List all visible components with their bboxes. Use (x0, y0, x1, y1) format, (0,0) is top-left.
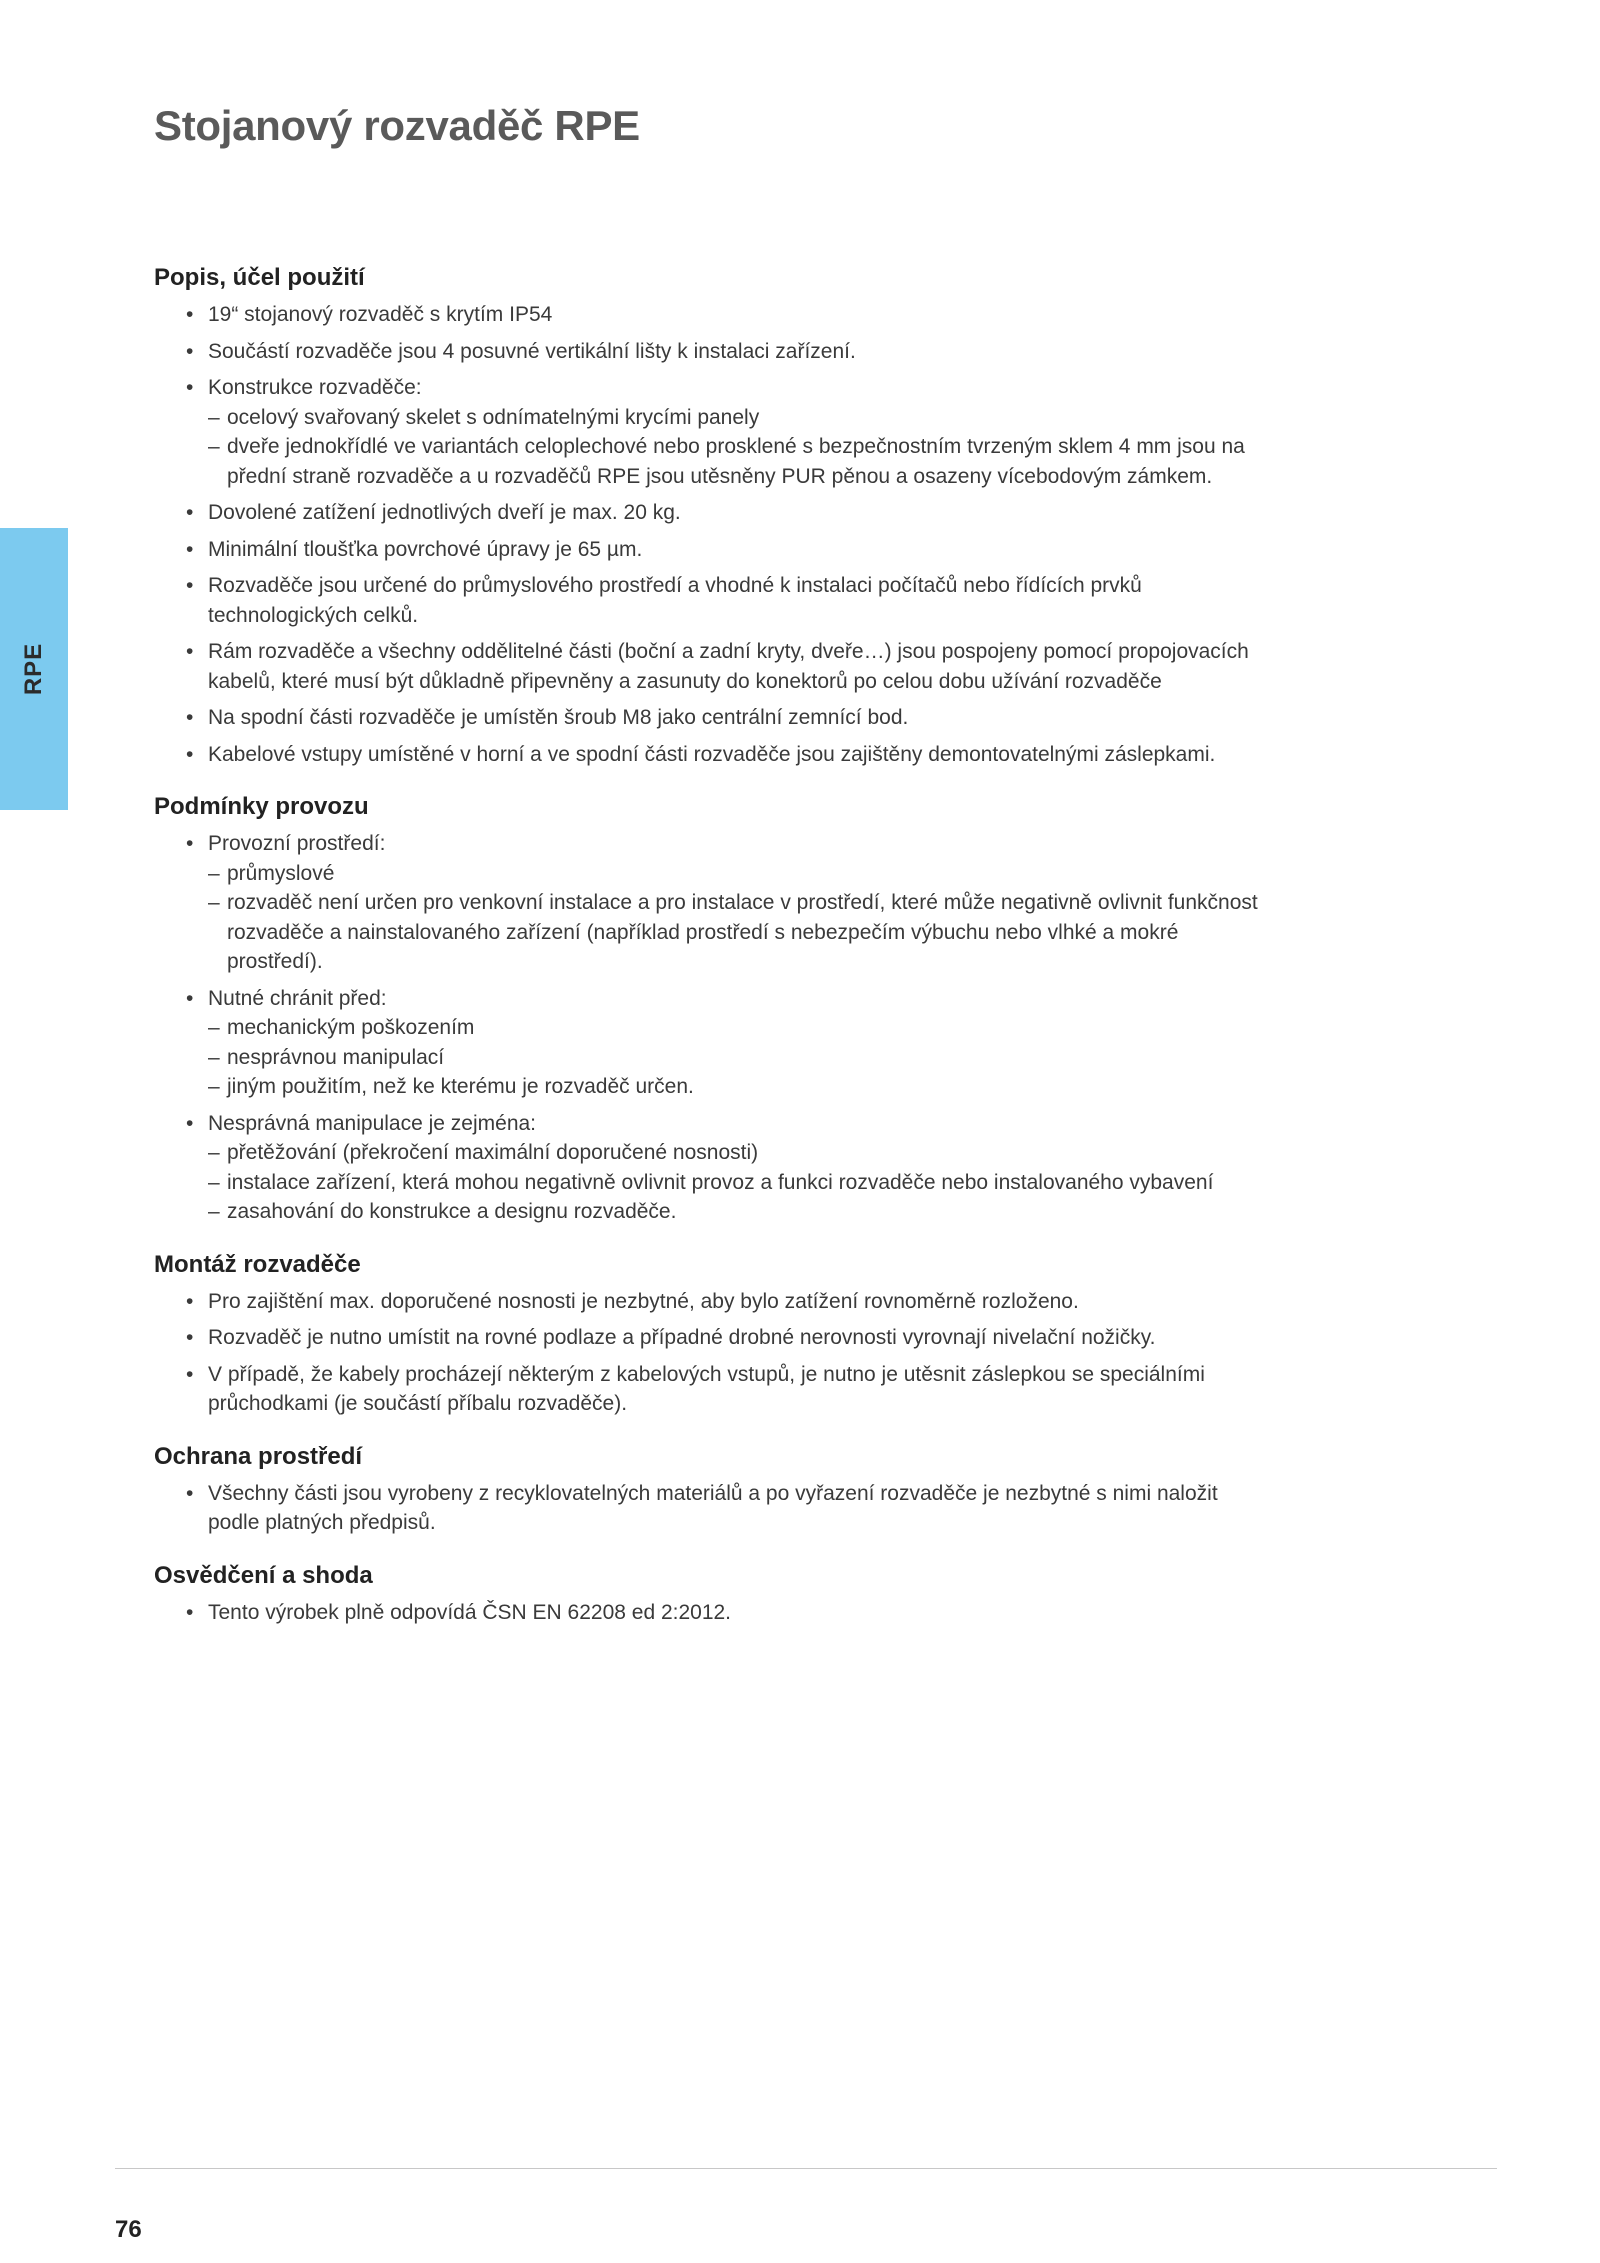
side-tab-label: RPE (20, 642, 47, 696)
bullet-item (154, 373, 1274, 491)
bullet-item (154, 1323, 1274, 1353)
bullet-text: • Pro zajištění max. doporučené nosnosti je nezbytné, aby bylo zatížení rovnoměrně rozloženo. (208, 1289, 1079, 1313)
sub-list (208, 859, 1274, 977)
bullet-list (154, 1598, 1274, 1628)
bullet-item (154, 637, 1274, 696)
bullet-text: • Na spodní části rozvaděče je umístěn šroub M8 jako centrální zemnící bod. (208, 706, 909, 729)
bullet-text: • Konstrukce rozvaděče: (208, 376, 422, 399)
sub-item: – dveře jednokřídlé ve variantách celoplechové nebo prosklené s bezpečnostním tvrzeným sklem 4 mm jsou na přední straně rozvaděče a u rozvaděčů RPE jsou utěsněny PUR pěnou a osazeny vícebodovým zámkem. (208, 432, 1274, 491)
section-heading: Podmínky provozu (154, 793, 369, 820)
bullet-list (154, 829, 1274, 1227)
bullet-text: • Rozvaděče jsou určené do průmyslového prostředí a vhodné k instalaci počítačů nebo řídících prvků technologických celků. (208, 574, 1142, 627)
sub-list (208, 1013, 1274, 1102)
bullet-text: • Nesprávná manipulace je zejména: (208, 1111, 537, 1135)
bullet-text: • Dovolené zatížení jednotlivých dveří je max. 20 kg. (208, 501, 681, 524)
bullet-list (154, 1287, 1274, 1419)
bullet-text: • Rozvaděč je nutno umístit na rovné podlaze a případné drobné nerovnosti vyrovnají nivelační nožičky. (208, 1326, 1156, 1349)
bullet-item (154, 1109, 1274, 1227)
bullet-item (154, 740, 1274, 770)
bullet-text: • Součástí rozvaděče jsou 4 posuvné vertikální lišty k instalaci zařízení. (208, 339, 856, 363)
sub-item: – ocelový svařovaný skelet s odnímatelnými krycími panely (208, 403, 1274, 433)
bullet-item (154, 1479, 1274, 1538)
sub-item: – rozvaděč není určen pro venkovní instalace a pro instalace v prostředí, které může negativně ovlivnit funkčnost rozvaděče a nainstalovaného zařízení (například prostředí s nebezpečím výbuchu nebo vlhké a mokré prostředí). (208, 888, 1274, 977)
sub-item: – průmyslové (208, 859, 1274, 889)
bullet-text: • Všechny části jsou vyrobeny z recyklovatelných materiálů a po vyřazení rozvaděče je nezbytné s nimi naložit podle platných předpisů. (208, 1481, 1218, 1534)
section-heading: Osvědčení a shoda (154, 1561, 373, 1589)
bullet-item (154, 498, 1274, 528)
bullet-list (154, 1479, 1274, 1538)
sub-item: – mechanickým poškozením (208, 1013, 1274, 1043)
bullet-text: • Provozní prostředí: (208, 832, 386, 855)
bullet-text: • Nutné chránit před: (208, 986, 387, 1010)
section-heading: Montáž rozvaděče (154, 1250, 361, 1278)
bullet-item (154, 337, 1274, 367)
bullet-item (154, 703, 1274, 733)
bullet-text: • Kabelové vstupy umístěné v horní a ve spodní části rozvaděče jsou zajištěny demontovatelnými záslepkami. (208, 742, 1216, 766)
page-title: Stojanový rozvaděč RPE (154, 102, 640, 149)
sub-list (208, 1138, 1274, 1227)
document-body (154, 262, 1274, 1649)
page-number: 76 (115, 2216, 142, 2243)
sub-item: – zasahování do konstrukce a designu rozvaděče. (208, 1197, 1274, 1227)
bullet-item (154, 535, 1274, 565)
section-heading: Popis, účel použití (154, 264, 365, 291)
sub-item: – instalace zařízení, která mohou negativně ovlivnit provoz a funkci rozvaděče nebo instalovaného vybavení (208, 1168, 1274, 1198)
section (154, 791, 1274, 1227)
sub-item: – jiným použitím, než ke kterému je rozvaděč určen. (208, 1072, 1274, 1102)
sub-list (208, 403, 1274, 492)
side-tab (0, 528, 68, 810)
section (154, 262, 1274, 769)
bullet-item (154, 571, 1274, 630)
section (154, 1249, 1274, 1419)
bullet-list (154, 300, 1274, 769)
sub-item: – nesprávnou manipulací (208, 1043, 1274, 1073)
bullet-text: • Minimální tloušťka povrchové úpravy je 65 µm. (208, 537, 643, 561)
bullet-text: • V případě, že kabely procházejí některým z kabelových vstupů, je nutno je utěsnit záslepkou se speciálními průchodkami (je součástí příbalu rozvaděče). (208, 1362, 1205, 1415)
bullet-text: • 19“ stojanový rozvaděč s krytím IP54 (208, 303, 553, 326)
section (154, 1441, 1274, 1538)
sub-item: – přetěžování (překročení maximální doporučené nosnosti) (208, 1138, 1274, 1168)
bullet-item (154, 829, 1274, 977)
bullet-text: • Tento výrobek plně odpovídá ČSN EN 62208 ed 2:2012. (208, 1600, 732, 1624)
section-heading: Ochrana prostředí (154, 1442, 363, 1470)
bullet-item (154, 1360, 1274, 1419)
bullet-item (154, 1598, 1274, 1628)
section (154, 1560, 1274, 1628)
bullet-item (154, 300, 1274, 330)
footer-divider (115, 2168, 1497, 2169)
bullet-item (154, 984, 1274, 1102)
bullet-text: • Rám rozvaděče a všechny oddělitelné části (boční a zadní kryty, dveře…) jsou pospojeny pomocí propojovacích kabelů, které musí být důkladně připevněny a zasunuty do konektorů po celou dobu užívání rozvaděče (208, 640, 1249, 693)
bullet-item (154, 1287, 1274, 1317)
